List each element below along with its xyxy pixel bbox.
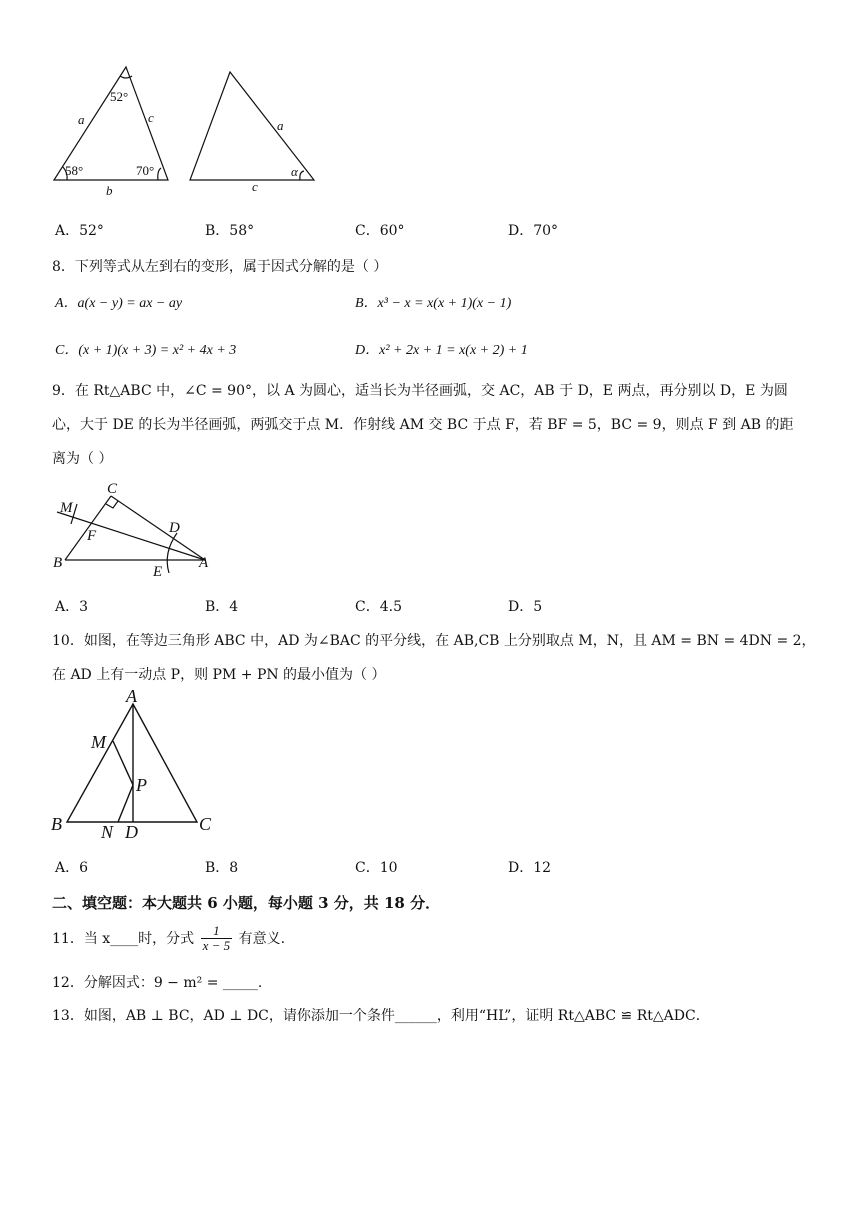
q7-figure xyxy=(40,60,340,200)
q9-option-c[interactable]: C．4.5 xyxy=(355,599,402,615)
q9-option-a[interactable]: A．3 xyxy=(55,599,89,615)
section-2-heading: 二、填空题：本大题共 6 小题，每小题 3 分，共 18 分． xyxy=(52,894,441,912)
label-f: F xyxy=(87,528,97,544)
q9-option-d[interactable]: D．5 xyxy=(508,599,543,615)
q11-post: 有意义. xyxy=(238,930,286,947)
q8-option-a[interactable]: A．a(x − y) = ax − ay xyxy=(55,296,183,311)
label-b: B xyxy=(51,814,62,834)
equilateral-triangle xyxy=(67,704,197,822)
q8-option-c[interactable]: C．(x + 1)(x + 3) = x² + 4x + 3 xyxy=(55,343,237,358)
q10-figure xyxy=(45,686,225,842)
label-d: D xyxy=(169,520,180,536)
label-a: A xyxy=(199,555,209,571)
q11-denominator: x − 5 xyxy=(202,938,231,954)
q9-line-1: 9．在 Rt△ABC 中，∠C = 90°，以 A 为圆心，适当长为半径画弧，交 AC，AB 于 D，E 两点，再分别以 D，E 为圆 xyxy=(52,383,788,399)
q12: 12．分解因式：9 − m² = _____. xyxy=(52,975,263,991)
q10-option-c[interactable]: C．10 xyxy=(355,860,398,876)
angle-left-label: 58° xyxy=(65,163,84,178)
q11 xyxy=(52,924,285,954)
q10-line-1: 10．如图，在等边三角形 ABC 中，AD 为∠BAC 的平分线，在 AB,CB 上分别取点 M，N，且 AM = BN = 4DN = 2， xyxy=(52,633,816,649)
angle-arc-right xyxy=(158,168,161,180)
q7-option-a[interactable]: A．52° xyxy=(55,223,104,239)
q8-option-b[interactable]: B．x³ − x = x(x + 1)(x − 1) xyxy=(355,296,512,311)
q7-option-d[interactable]: D．70° xyxy=(508,223,559,239)
side-a2-label: a xyxy=(277,118,284,133)
label-e: E xyxy=(153,564,163,580)
q7-option-c[interactable]: C．60° xyxy=(355,223,405,239)
q10-option-d[interactable]: D．12 xyxy=(508,860,552,876)
side-a-label: a xyxy=(78,112,85,127)
angle-arc-alpha xyxy=(300,171,304,180)
q9-option-b[interactable]: B．4 xyxy=(205,599,239,615)
q10-option-b[interactable]: B．8 xyxy=(205,860,239,876)
ray-am xyxy=(57,512,205,560)
side-c-label: c xyxy=(148,110,154,125)
q8-option-d[interactable]: D．x² + 2x + 1 = x(x + 2) + 1 xyxy=(355,343,528,358)
angle-right-label: 70° xyxy=(136,163,155,178)
label-a: A xyxy=(126,686,137,706)
segment-pn xyxy=(118,785,133,822)
right-angle-mark xyxy=(106,501,118,508)
q11-numerator: 1 xyxy=(201,924,233,939)
label-m: M xyxy=(60,500,73,516)
label-d: D xyxy=(125,822,138,842)
q9-line-2: 心，大于 DE 的长为半径画弧，两弧交于点 M．作射线 AM 交 BC 于点 F，若 BF = 5，BC = 9，则点 F 到 AB 的距 xyxy=(52,417,794,433)
label-p: P xyxy=(136,775,147,795)
label-c: C xyxy=(107,481,118,497)
q9-line-3: 离为（ ） xyxy=(52,451,113,467)
q11-fraction xyxy=(201,924,233,954)
q13: 13．如图，AB ⊥ BC，AD ⊥ DC，请你添加一个条件______，利用“HL”，证明 Rt△ABC ≌ Rt△ADC． xyxy=(52,1008,710,1024)
q11-pre: 11．当 x____时，分式 xyxy=(52,930,195,947)
segment-ca xyxy=(111,496,205,560)
arc-de xyxy=(167,533,177,573)
side-c2-label: c xyxy=(252,179,258,194)
label-b: B xyxy=(53,555,63,571)
q10-option-a[interactable]: A．6 xyxy=(55,860,89,876)
label-n: N xyxy=(101,822,114,842)
angle-top-label: 52° xyxy=(110,89,129,104)
label-m: M xyxy=(91,732,106,752)
q8-stem: 8．下列等式从左到右的变形，属于因式分解的是（ ） xyxy=(52,259,388,275)
segment-mp xyxy=(113,741,133,785)
side-b-label: b xyxy=(106,183,113,198)
label-c: C xyxy=(199,814,212,834)
alpha-label: α xyxy=(291,164,298,179)
q9-figure xyxy=(45,478,265,588)
q7-option-b[interactable]: B．58° xyxy=(205,223,255,239)
q10-line-2: 在 AD 上有一动点 P，则 PM + PN 的最小值为（ ） xyxy=(52,667,386,683)
